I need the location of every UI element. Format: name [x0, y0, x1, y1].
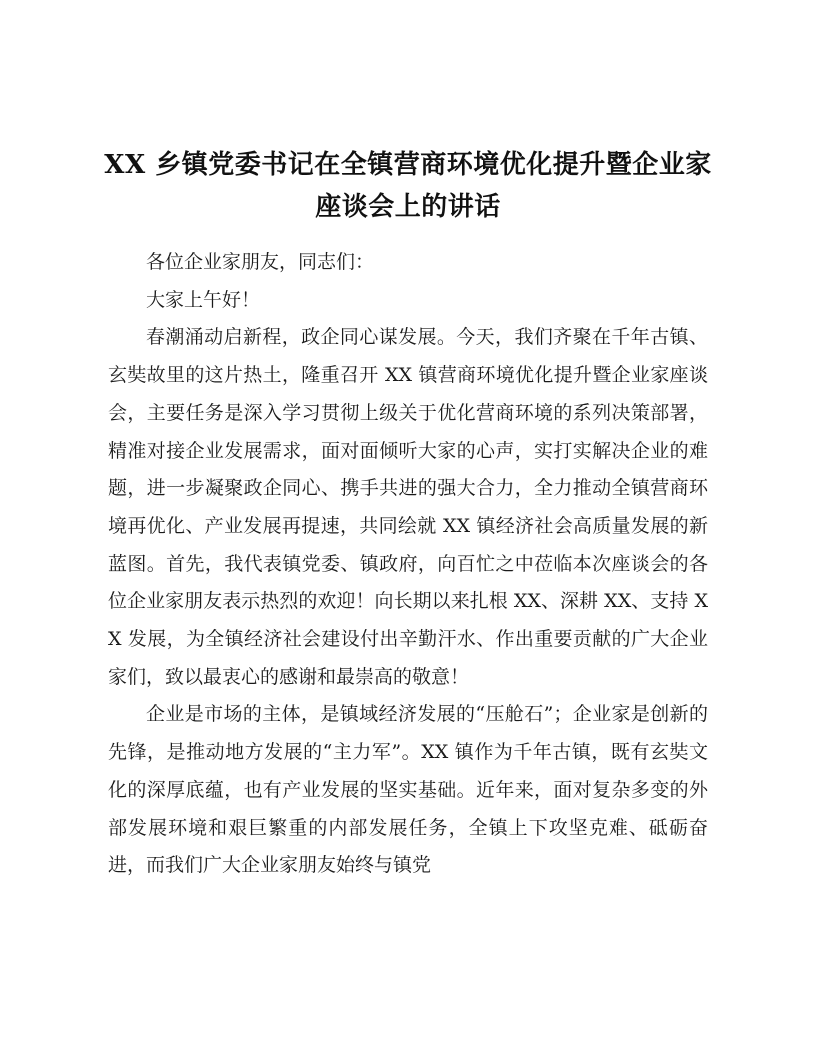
body-paragraph: 企业是市场的主体，是镇域经济发展的“压舱石”；企业家是创新的先锋，是推动地方发展的“主力军”。XX 镇作为千年古镇，既有玄奘文化的深厚底蕴，也有产业发展的坚实基础。近年来，面对复杂多变的外部发展环境和艰巨繁重的内部发展任务，全镇上下攻坚克难、砥砺奋进，而我们广大企业家朋友始终与镇党 [108, 703, 708, 877]
document-body [108, 244, 708, 885]
document-title: XX 乡镇党委书记在全镇营商环境优化提升暨企业家座谈会上的讲话 [104, 150, 712, 222]
body-paragraph: 春潮涌动启新程，政企同心谋发展。今天，我们齐聚在千年古镇、玄奘故里的这片热土，隆重召开 XX 镇营商环境优化提升暨企业家座谈会，主要任务是深入学习贯彻上级关于优化营商环境的系列决策部署，精准对接企业发展需求，面对面倾听大家的心声，实打实解决企业的难题，进一步凝聚政企同心、携手共进的强大合力，全力推动全镇营商环境再优化、产业发展再提速，共同绘就 XX 镇经济社会高质量发展的新蓝图。首先，我代表镇党委、镇政府，向百忙之中莅临本次座谈会的各位企业家朋友表示热烈的欢迎！向长期以来扎根 XX、深耕 XX、支持 XX 发展，为全镇经济社会建设付出辛勤汗水、作出重要贡献的广大企业家们，致以最衷心的感谢和最崇高的敬意！ [108, 326, 708, 688]
greeting-paragraph: 大家上午好！ [146, 288, 261, 311]
salutation-paragraph: 各位企业家朋友，同志们： [146, 251, 375, 273]
